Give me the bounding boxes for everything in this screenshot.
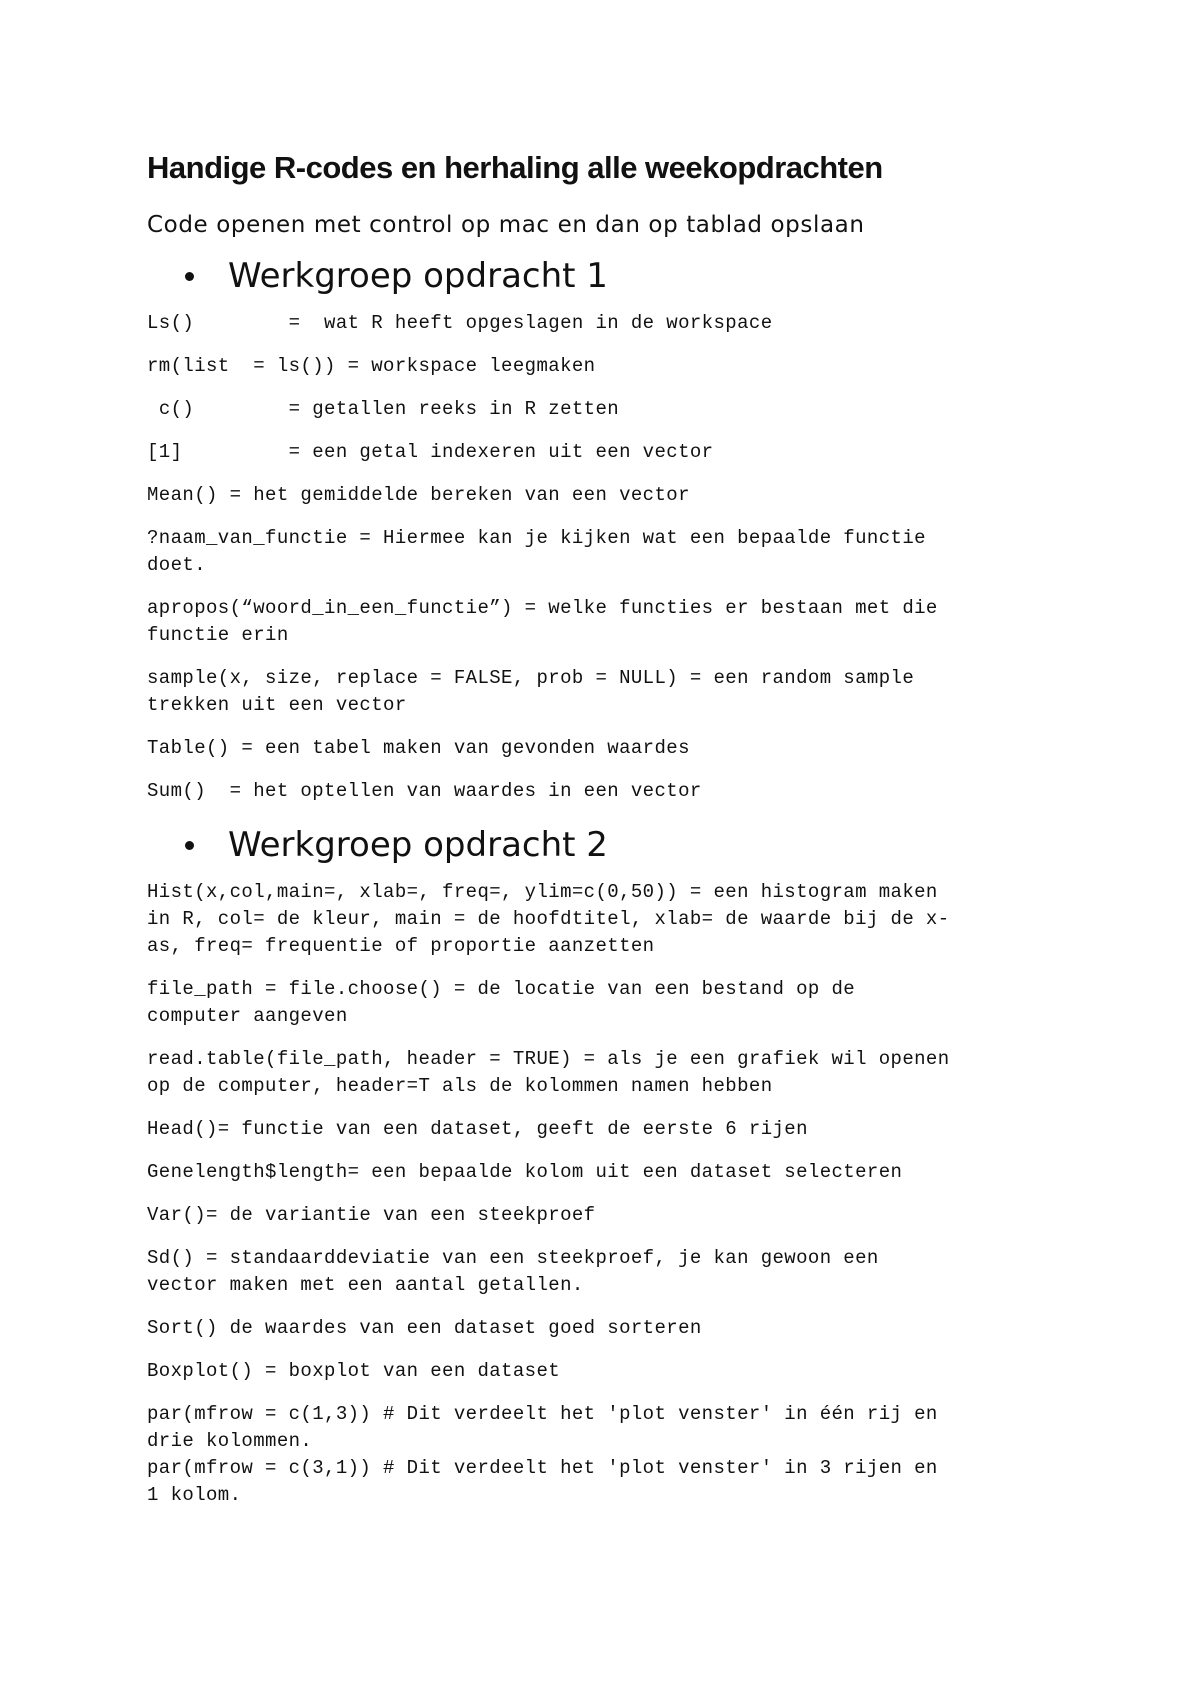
code-line: Boxplot() = boxplot van een dataset: [147, 1360, 561, 1382]
code-line: Head()= functie van een dataset, geeft de eerste 6 rijen: [147, 1118, 808, 1140]
section-heading-text: Werkgroep opdracht 1: [228, 256, 608, 296]
code-line: sample(x, size, replace = FALSE, prob = NULL) = een random sample trekken uit een vector: [147, 667, 915, 716]
code-line: par(mfrow = c(3,1)) # Dit verdeelt het 'plot venster' in 3 rijen en 1 kolom.: [147, 1457, 938, 1506]
section-heading-1: [147, 256, 1077, 296]
document-title: Handige R-codes en herhaling alle weekopdrachten: [147, 150, 883, 185]
document-content: [147, 150, 1077, 1529]
section-heading-text: Werkgroep opdracht 2: [228, 825, 608, 865]
code-line: Table() = een tabel maken van gevonden waardes: [147, 737, 690, 759]
code-line: [1] = een getal indexeren uit een vector: [147, 441, 714, 463]
code-line: read.table(file_path, header = TRUE) = als je een grafiek wil openen op de computer, header=T als de kolommen namen hebben: [147, 1048, 950, 1097]
bullet-icon: [185, 841, 194, 850]
code-line: apropos(“woord_in_een_functie”) = welke functies er bestaan met die functie erin: [147, 597, 938, 646]
bullet-icon: [185, 272, 194, 281]
code-line: Genelength$length= een bepaalde kolom uit een dataset selecteren: [147, 1161, 903, 1183]
section-1-code-list: [147, 310, 1077, 805]
section-2-code-list: [147, 879, 1077, 1509]
code-line: Sort() de waardes van een dataset goed sorteren: [147, 1317, 702, 1339]
code-line: Sd() = standaarddeviatie van een steekproef, je kan gewoon een vector maken met een aantal getallen.: [147, 1247, 879, 1296]
code-line: rm(list = ls()) = workspace leegmaken: [147, 355, 596, 377]
code-line: file_path = file.choose() = de locatie van een bestand op de computer aangeven: [147, 978, 856, 1027]
document-subtitle: Code openen met control op mac en dan op tablad opslaan: [147, 212, 865, 238]
code-line: Ls() = wat R heeft opgeslagen in de workspace: [147, 312, 773, 334]
code-line: Hist(x,col,main=, xlab=, freq=, ylim=c(0,50)) = een histogram maken in R, col= de kleur, main = de hoofdtitel, xlab= de waarde bij de x- as, freq= frequentie of proportie aanzetten: [147, 881, 950, 957]
code-line: Mean() = het gemiddelde bereken van een vector: [147, 484, 690, 506]
code-line: ?naam_van_functie = Hiermee kan je kijken wat een bepaalde functie doet.: [147, 527, 926, 576]
code-line: c() = getallen reeks in R zetten: [147, 398, 620, 420]
section-heading-2: [147, 825, 1077, 865]
code-line: Var()= de variantie van een steekproef: [147, 1204, 596, 1226]
code-line: Sum() = het optellen van waardes in een vector: [147, 780, 702, 802]
code-line: par(mfrow = c(1,3)) # Dit verdeelt het 'plot venster' in één rij en drie kolommen.: [147, 1403, 938, 1452]
